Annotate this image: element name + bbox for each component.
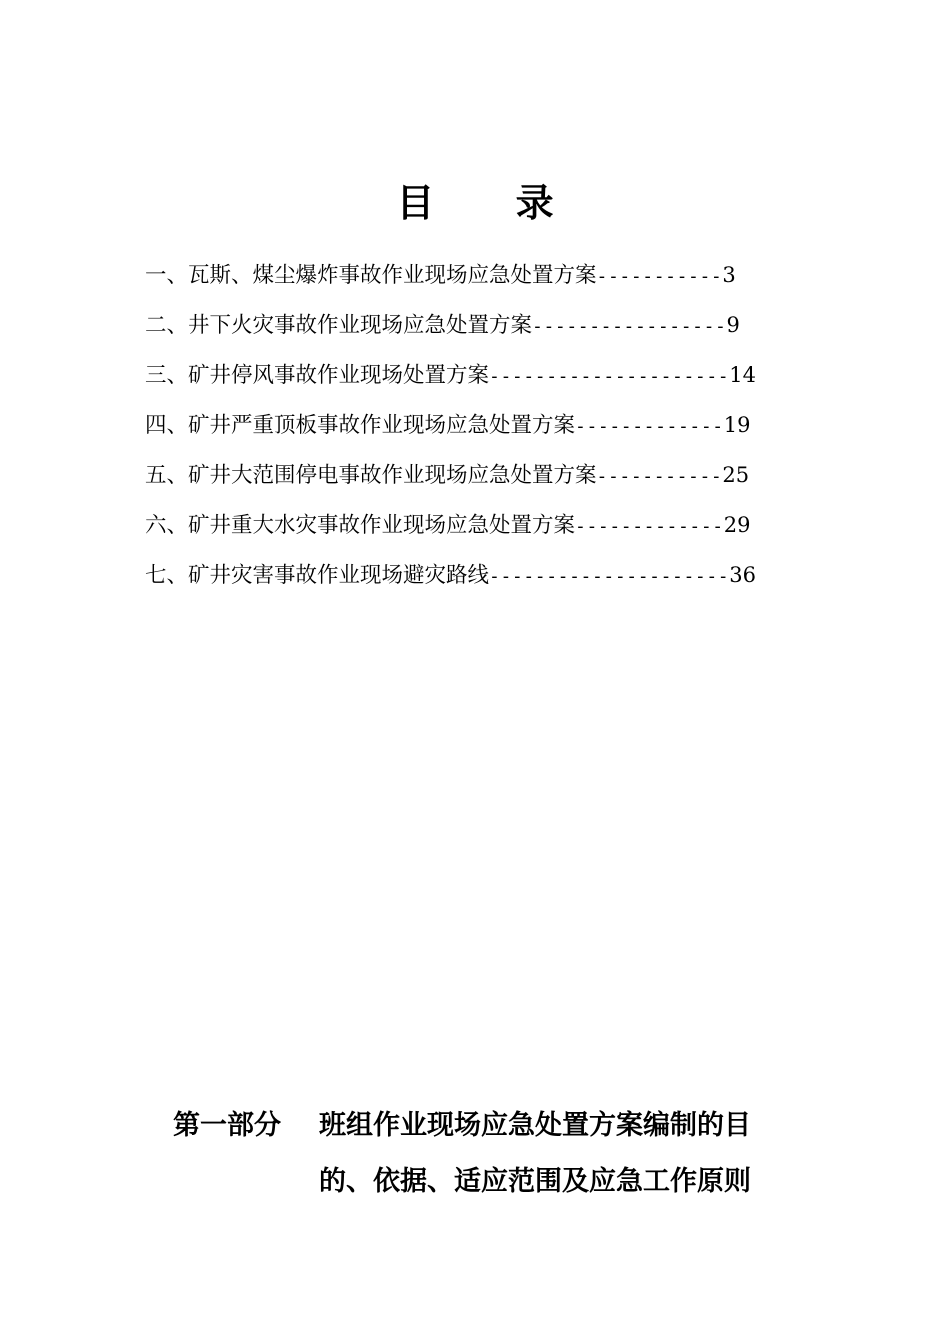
part-heading-label: 第一部分 bbox=[173, 1110, 281, 1141]
toc-item-leader: ----------------- bbox=[532, 316, 727, 337]
toc-item-2[interactable] bbox=[145, 303, 756, 353]
toc-item-label: 四、矿井严重顶板事故作业现场应急处置方案 bbox=[145, 413, 576, 438]
toc-item-leader: ------------- bbox=[575, 516, 724, 537]
toc-item-page: 29 bbox=[723, 513, 751, 537]
toc-item-page: 25 bbox=[722, 463, 750, 487]
toc-item-4[interactable] bbox=[145, 403, 756, 453]
part-heading bbox=[173, 1098, 751, 1210]
toc-list bbox=[145, 253, 756, 603]
part-heading-line-1: 班组作业现场应急处置方案编制的目 bbox=[319, 1110, 751, 1141]
toc-item-3[interactable] bbox=[145, 353, 756, 403]
toc-item-7[interactable] bbox=[145, 553, 756, 603]
toc-item-leader: ------------- bbox=[575, 416, 724, 437]
toc-item-leader: --------------------- bbox=[489, 566, 730, 587]
toc-item-page: 36 bbox=[729, 563, 756, 587]
toc-item-label: 二、井下火灾事故作业现场应急处置方案 bbox=[145, 313, 533, 338]
toc-item-label: 七、矿井灾害事故作业现场避灾路线 bbox=[145, 563, 490, 588]
toc-title: 目 录 bbox=[396, 180, 588, 225]
part-heading-indent bbox=[173, 1154, 319, 1210]
toc-item-6[interactable] bbox=[145, 503, 756, 553]
toc-item-leader: --------------------- bbox=[489, 366, 730, 387]
toc-item-leader: ----------- bbox=[596, 466, 723, 487]
toc-item-label: 三、矿井停风事故作业现场处置方案 bbox=[145, 363, 490, 388]
toc-item-1[interactable] bbox=[145, 253, 756, 303]
toc-item-leader: ----------- bbox=[596, 266, 723, 287]
toc-item-page: 19 bbox=[723, 413, 751, 437]
toc-item-page: 3 bbox=[722, 263, 736, 287]
toc-item-label: 六、矿井重大水灾事故作业现场应急处置方案 bbox=[145, 513, 576, 538]
part-heading-line-2: 的、依据、适应范围及应急工作原则 bbox=[319, 1166, 751, 1197]
toc-item-page: 9 bbox=[726, 313, 740, 337]
toc-item-page: 14 bbox=[729, 363, 756, 387]
toc-item-label: 一、瓦斯、煤尘爆炸事故作业现场应急处置方案 bbox=[145, 263, 597, 288]
toc-item-5[interactable] bbox=[145, 453, 756, 503]
toc-item-label: 五、矿井大范围停电事故作业现场应急处置方案 bbox=[145, 463, 597, 488]
